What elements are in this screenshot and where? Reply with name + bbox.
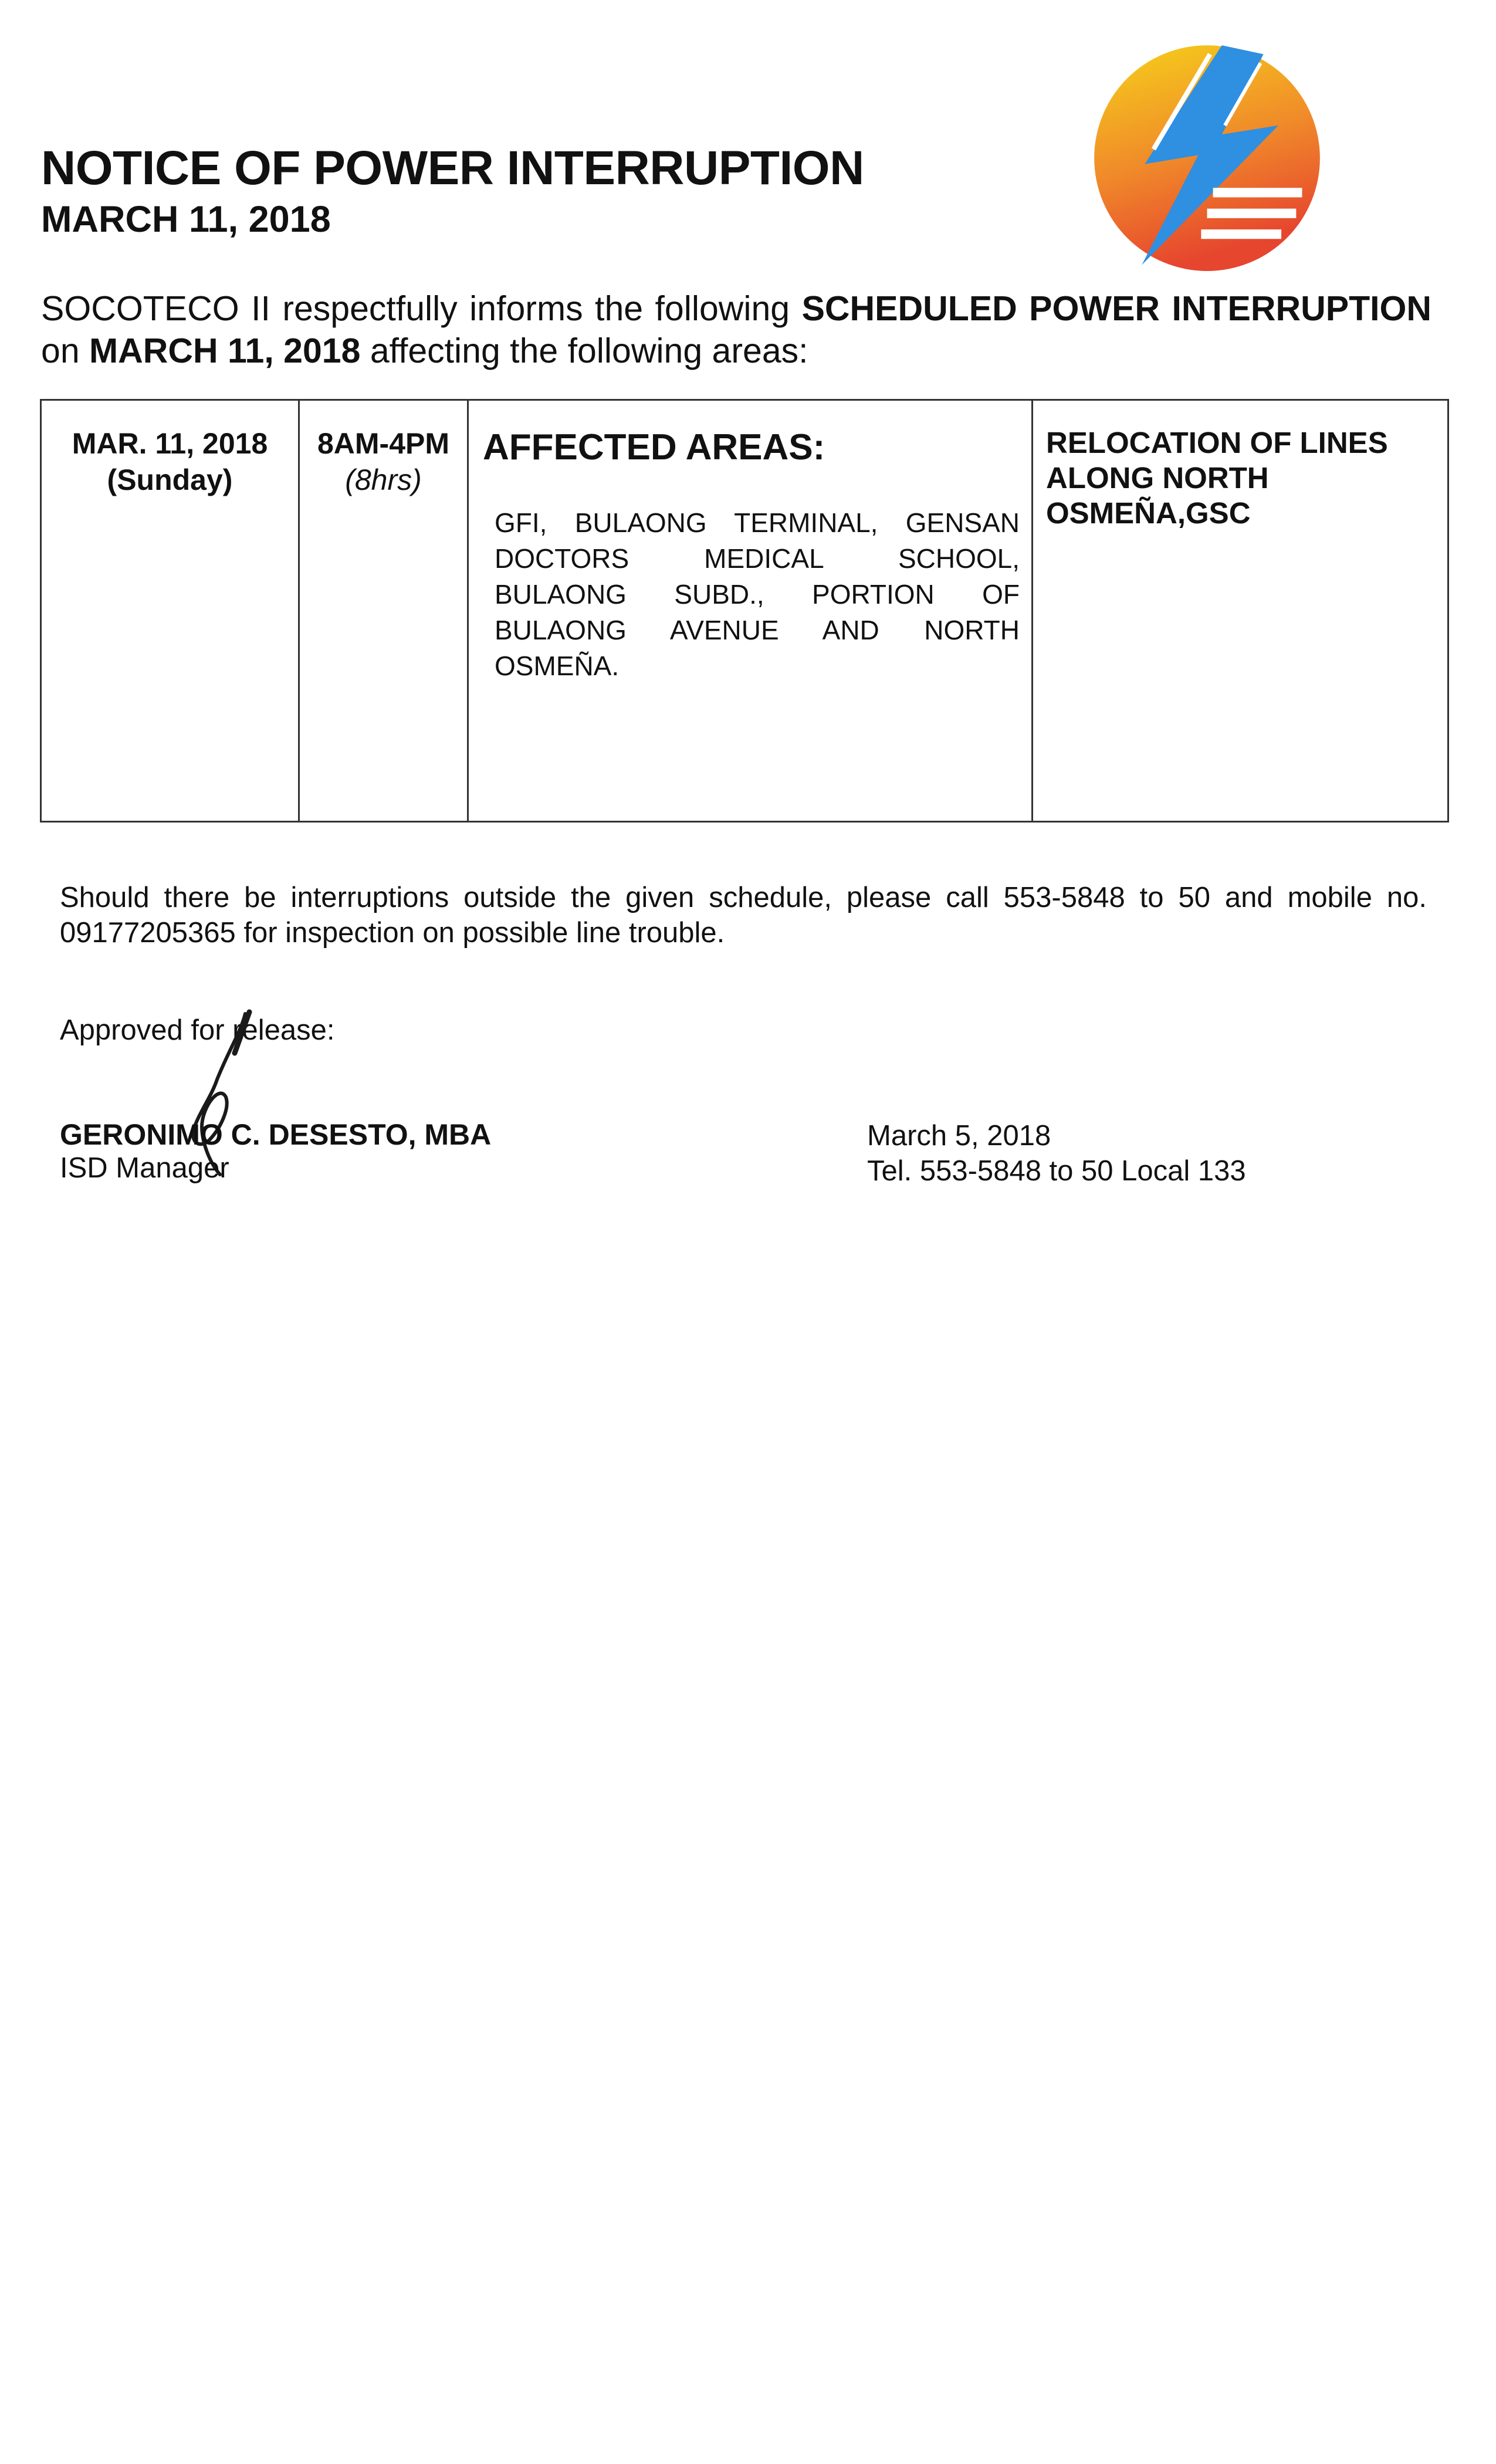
areas-heading: AFFECTED AREAS: (483, 427, 825, 468)
date-cell (42, 401, 300, 821)
schedule-time: 8AM-4PM (317, 427, 450, 460)
time-cell (300, 401, 469, 821)
schedule-duration: (8hrs) (345, 463, 422, 496)
signer-title: ISD Manager (60, 1152, 229, 1184)
schedule-day: (Sunday) (107, 463, 233, 496)
page-title: NOTICE OF POWER INTERRUPTION (41, 141, 864, 195)
affected-areas-list: GFI, BULAONG TERMINAL, GENSAN DOCTORS MEDICAL SCHOOL, BULAONG SUBD., PORTION OF BULAONG AVENUE AND NORTH OSMEÑA. (495, 507, 1020, 681)
approved-label: Approved for release: (60, 1014, 335, 1046)
signer-name: GERONIMO C. DESESTO, MBA (60, 1118, 492, 1151)
contact-note: Should there be interruptions outside the given schedule, please call 553-5848 to 50 and mobile no. 09177205365 for inspection on possible line trouble. (60, 882, 1427, 949)
interruption-reason: RELOCATION OF LINES ALONG NORTH OSMEÑA,GSC (1046, 426, 1388, 530)
notice-date: MARCH 11, 2018 (41, 199, 331, 240)
issue-date: March 5, 2018 (867, 1120, 1051, 1152)
lightning-bolt-logo-icon (1088, 36, 1326, 274)
telephone-line: Tel. 553-5848 to 50 Local 133 (867, 1155, 1246, 1187)
reason-cell (1033, 401, 1447, 821)
areas-cell (469, 401, 1033, 821)
schedule-table (40, 399, 1449, 823)
schedule-date: MAR. 11, 2018 (72, 427, 268, 460)
intro-paragraph: SOCOTECO II respectfully informs the following SCHEDULED POWER INTERRUPTION on MARCH 11, 2018 affecting the following areas: (41, 289, 1431, 370)
